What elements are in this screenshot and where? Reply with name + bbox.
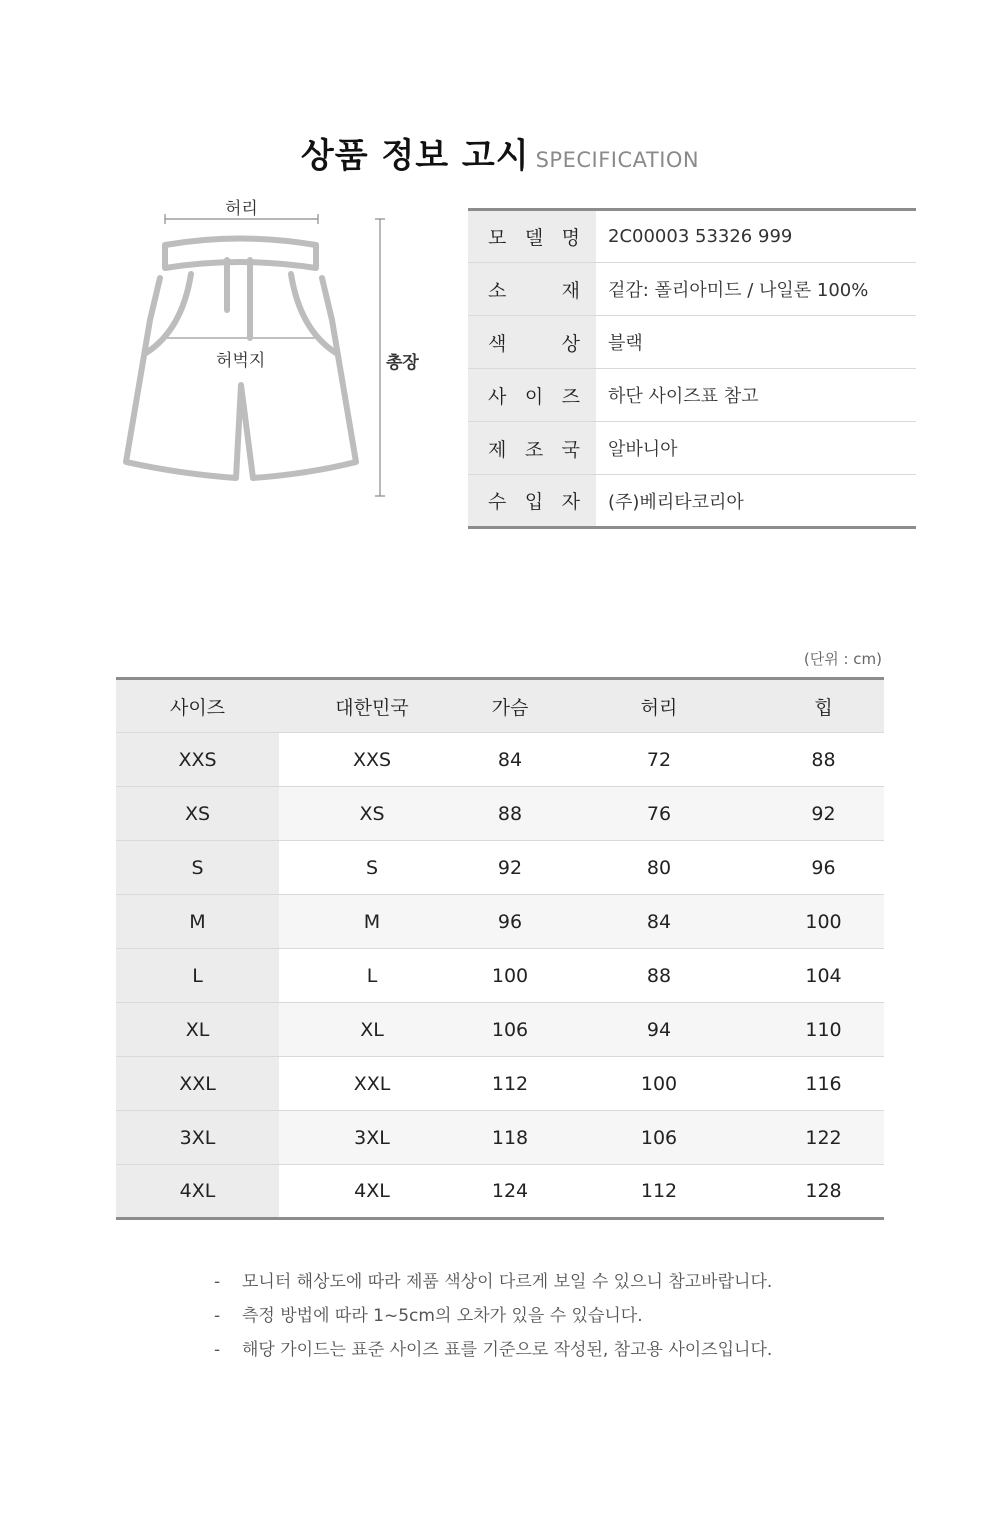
size-row xyxy=(116,733,884,787)
note-item xyxy=(214,1302,854,1336)
size-cell: 106 xyxy=(555,1111,763,1165)
size-cell: S xyxy=(116,841,279,895)
waist-label: 허리 xyxy=(225,199,258,219)
size-cell: 94 xyxy=(555,1003,763,1057)
size-table-header xyxy=(116,679,884,733)
spec-row xyxy=(468,422,916,475)
size-cell: 76 xyxy=(555,787,763,841)
spec-value: 하단 사이즈표 참고 xyxy=(596,369,916,422)
size-cell: 96 xyxy=(763,841,884,895)
size-row xyxy=(116,1057,884,1111)
note-dash: - xyxy=(214,1340,221,1360)
size-cell: XXS xyxy=(116,733,279,787)
size-cell: 88 xyxy=(763,733,884,787)
length-label: 총장 xyxy=(386,353,419,373)
spec-key xyxy=(468,369,596,422)
size-row xyxy=(116,787,884,841)
spec-value: (주)베리타코리아 xyxy=(608,491,744,513)
size-row xyxy=(116,1165,884,1219)
spec-row xyxy=(468,475,916,528)
size-cell: 4XL xyxy=(116,1165,279,1219)
note-dash: - xyxy=(214,1306,221,1326)
size-cell: M xyxy=(279,895,465,949)
size-cell: 106 xyxy=(465,1003,555,1057)
spec-key-text: 모 델 명 xyxy=(488,227,580,249)
spec-row xyxy=(468,263,916,316)
size-cell: 3XL xyxy=(279,1111,465,1165)
size-cell: 88 xyxy=(555,949,763,1003)
size-cell: XXS xyxy=(279,733,465,787)
size-cell: XL xyxy=(116,1003,279,1057)
size-cell: 112 xyxy=(640,1180,678,1202)
spec-table xyxy=(468,208,916,529)
page-title xyxy=(0,128,1000,177)
size-header-cell: 사이즈 xyxy=(116,679,279,733)
size-cell: 104 xyxy=(763,949,884,1003)
size-cell: 118 xyxy=(465,1111,555,1165)
size-cell: 88 xyxy=(465,787,555,841)
note-text: 모니터 해상도에 따라 제품 색상이 다르게 보일 수 있으니 참고바랍니다. xyxy=(242,1272,773,1292)
size-cell: 124 xyxy=(491,1180,529,1202)
size-cell: 116 xyxy=(763,1057,884,1111)
spec-value: 블랙 xyxy=(596,316,916,369)
size-row xyxy=(116,1003,884,1057)
thigh-label: 허벅지 xyxy=(216,351,266,371)
size-cell: XS xyxy=(116,787,279,841)
spec-row xyxy=(468,369,916,422)
size-row xyxy=(116,949,884,1003)
size-cell: XL xyxy=(279,1003,465,1057)
spec-key xyxy=(468,210,596,263)
size-header-cell: 대한민국 xyxy=(279,679,465,733)
spec-key-text: 수 입 자 xyxy=(488,491,580,513)
unit-label: (단위 : cm) xyxy=(803,650,882,668)
spec-value: 2C00003 53326 999 xyxy=(596,210,916,263)
spec-key xyxy=(468,316,596,369)
size-cell: 100 xyxy=(763,895,884,949)
size-cell: 4XL xyxy=(354,1180,390,1202)
size-cell: 72 xyxy=(555,733,763,787)
shorts-illustration xyxy=(110,190,450,510)
size-table xyxy=(116,677,884,1220)
spec-key xyxy=(468,475,596,528)
size-cell: 84 xyxy=(465,733,555,787)
size-cell: 84 xyxy=(555,895,763,949)
size-cell: 100 xyxy=(555,1057,763,1111)
size-cell: 92 xyxy=(763,787,884,841)
title-english: SPECIFICATION xyxy=(535,148,700,172)
size-cell: 80 xyxy=(555,841,763,895)
size-cell: 3XL xyxy=(116,1111,279,1165)
size-cell: 110 xyxy=(763,1003,884,1057)
size-cell: XXL xyxy=(116,1057,279,1111)
note-item xyxy=(214,1336,854,1370)
spec-key-text: 색 상 xyxy=(488,332,580,355)
size-cell: XS xyxy=(279,787,465,841)
size-header-cell: 가슴 xyxy=(465,679,555,733)
spec-value: 알바니아 xyxy=(596,422,916,475)
size-cell: XXL xyxy=(279,1057,465,1111)
note-text: 해당 가이드는 표준 사이즈 표를 기준으로 작성된, 참고용 사이즈입니다. xyxy=(242,1340,773,1360)
size-cell: M xyxy=(116,895,279,949)
spec-key-text: 소 재 xyxy=(488,279,580,302)
size-cell: 92 xyxy=(465,841,555,895)
size-cell: 128 xyxy=(805,1180,842,1202)
spec-value: 겉감: 폴리아미드 / 나일론 100% xyxy=(596,263,916,316)
note-dash: - xyxy=(214,1272,221,1292)
size-cell: 96 xyxy=(465,895,555,949)
size-cell: S xyxy=(279,841,465,895)
size-cell: 122 xyxy=(763,1111,884,1165)
size-row xyxy=(116,1111,884,1165)
size-header-cell: 허리 xyxy=(555,679,763,733)
note-text: 측정 방법에 따라 1~5cm의 오차가 있을 수 있습니다. xyxy=(242,1306,643,1326)
size-cell: L xyxy=(116,949,279,1003)
size-cell: L xyxy=(279,949,465,1003)
size-row xyxy=(116,895,884,949)
spec-key xyxy=(468,422,596,475)
title-korean: 상품 정보 고시 xyxy=(300,136,530,176)
size-cell: 112 xyxy=(465,1057,555,1111)
spec-row xyxy=(468,316,916,369)
size-row xyxy=(116,841,884,895)
size-header-cell: 힙 xyxy=(763,679,884,733)
notes-list xyxy=(214,1268,854,1370)
spec-key-text: 제 조 국 xyxy=(488,438,580,461)
spec-row xyxy=(468,210,916,263)
size-cell: 100 xyxy=(465,949,555,1003)
spec-key xyxy=(468,263,596,316)
note-item xyxy=(214,1268,854,1302)
spec-key-text: 사 이 즈 xyxy=(488,385,580,408)
